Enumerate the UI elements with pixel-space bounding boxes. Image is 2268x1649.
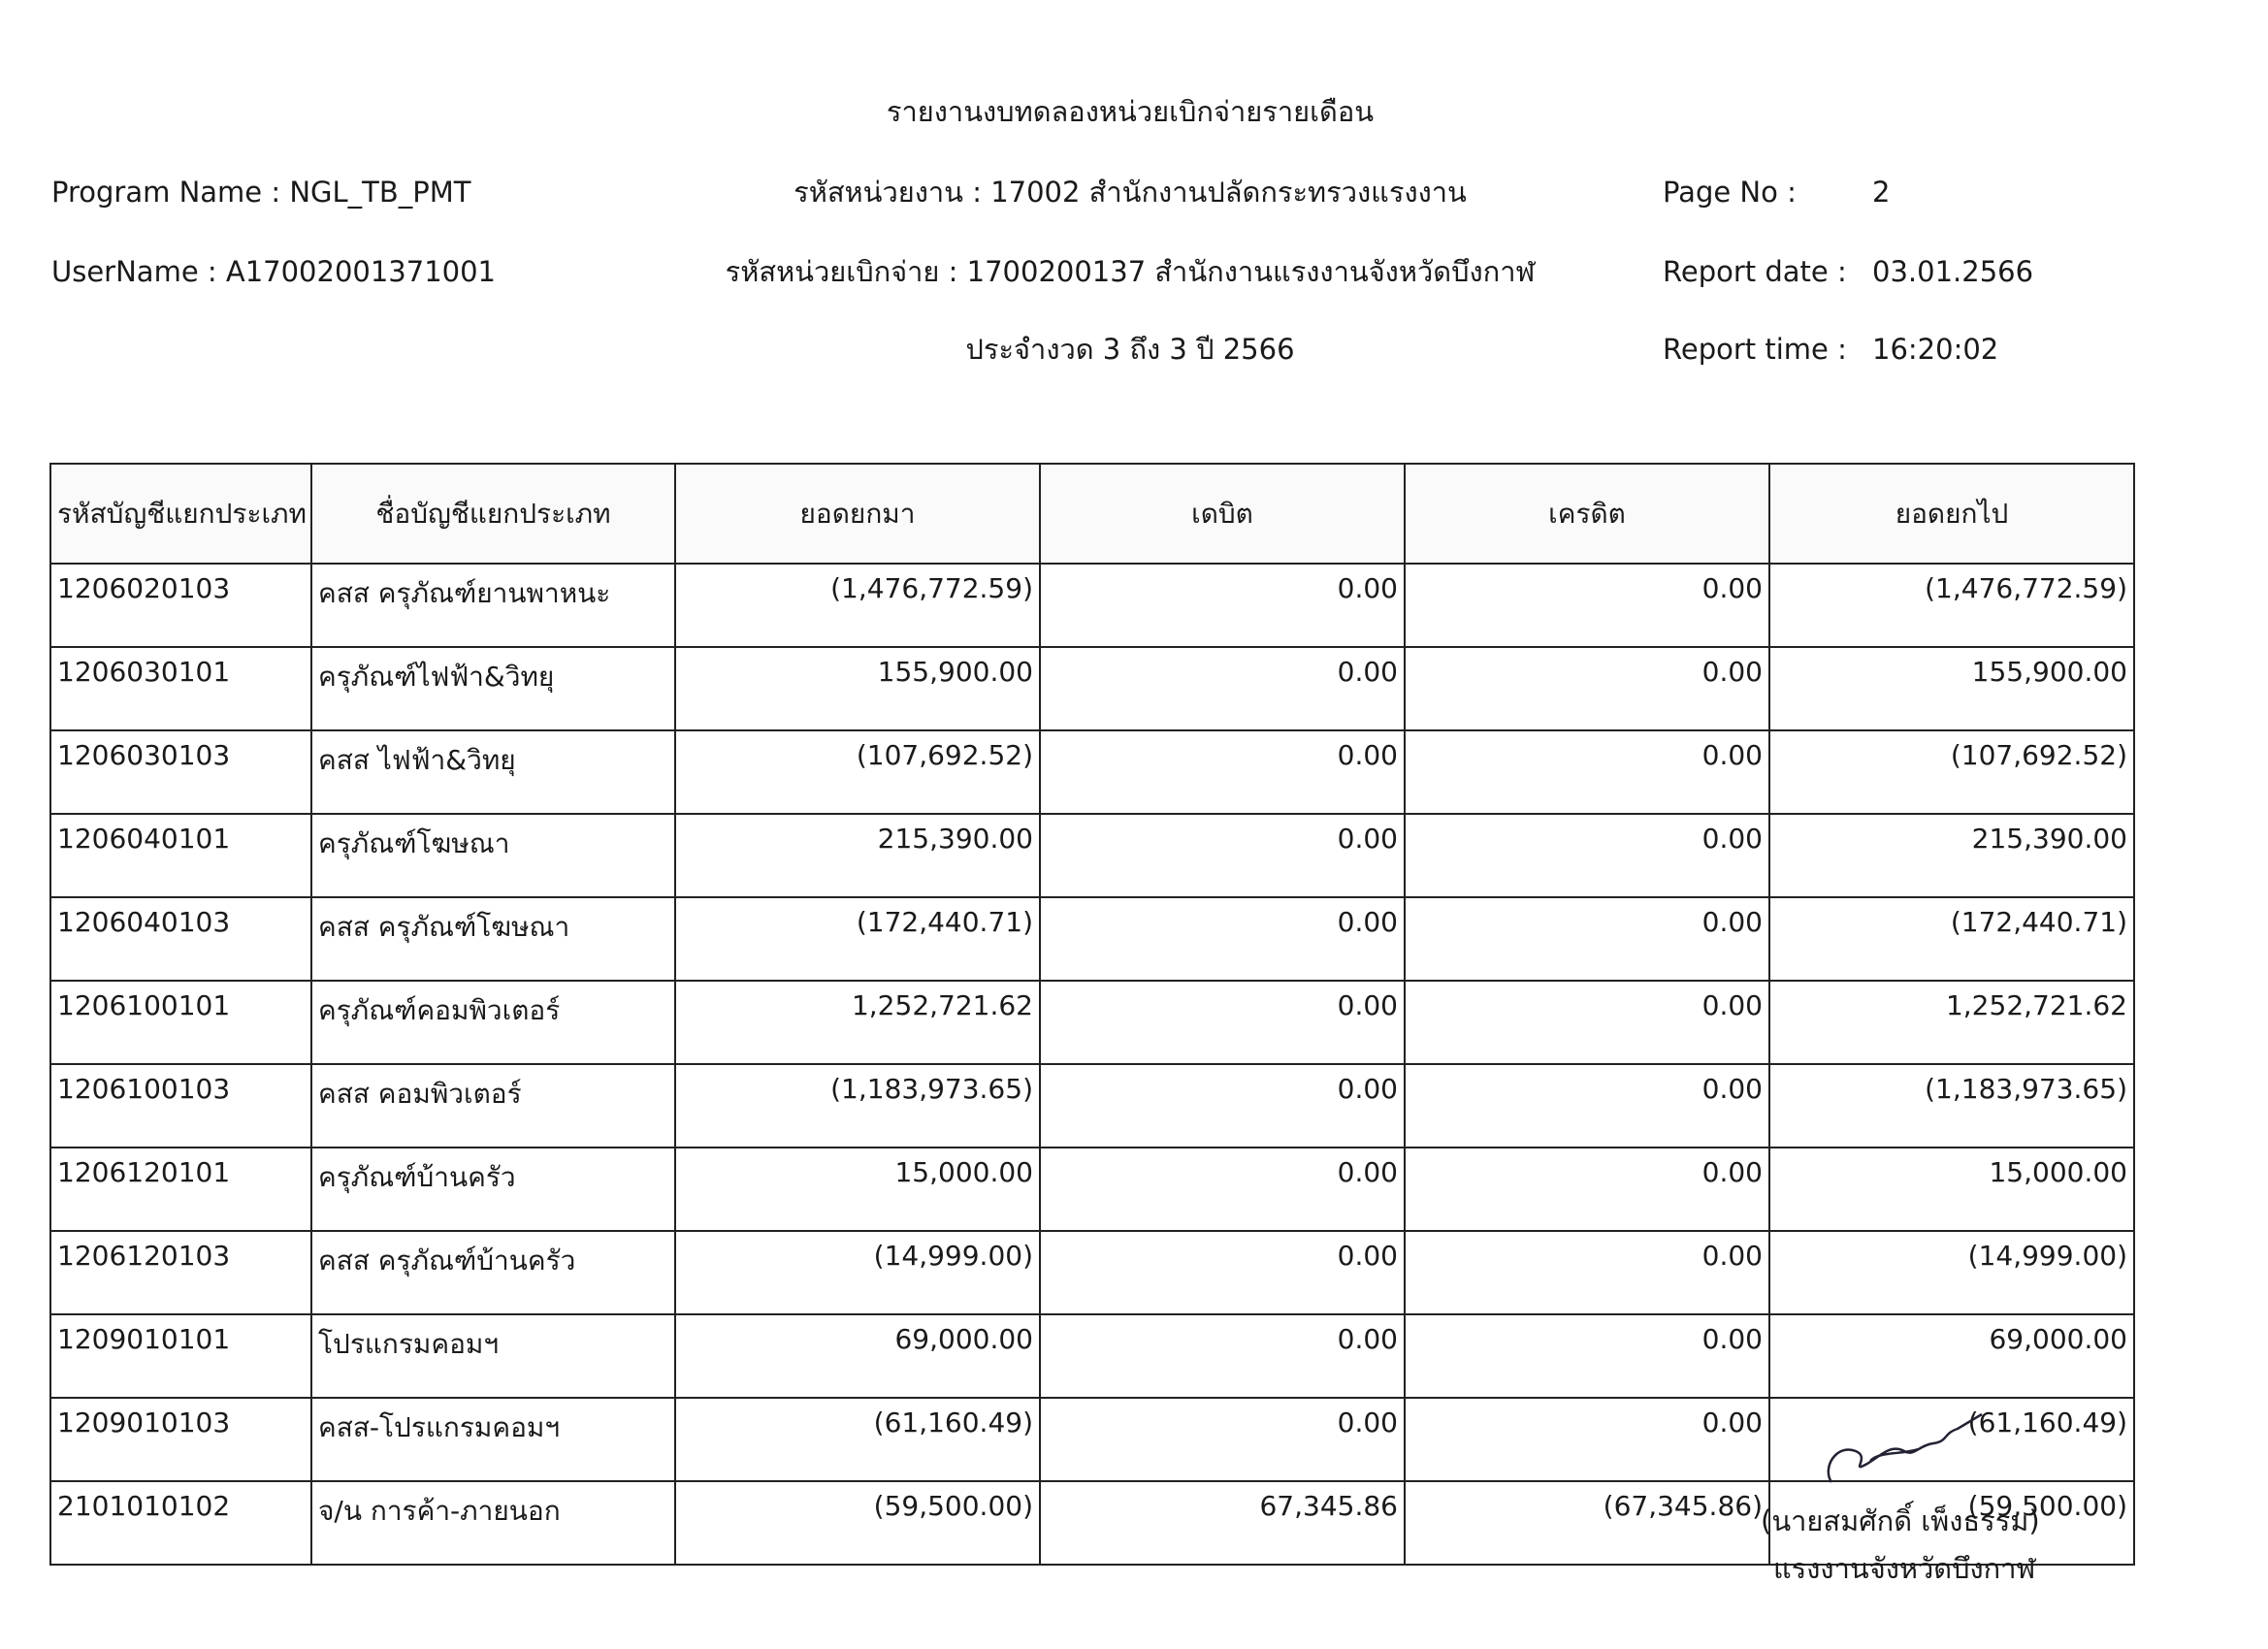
- closing-balance-cell: 1,252,721.62: [1769, 981, 2134, 1064]
- agency-line: รหัสหน่วยงาน : 17002 สำนักงานปลัดกระทรวงแรงงาน: [794, 176, 1467, 209]
- col-header-credit: เครดิต: [1405, 464, 1769, 564]
- account-code-cell: 1206100103: [50, 1064, 311, 1148]
- col-header-opening-balance: ยอดยกมา: [675, 464, 1040, 564]
- opening-balance-cell: (107,692.52): [675, 730, 1040, 814]
- user-name: UserName : A17002001371001: [51, 255, 497, 288]
- account-code-cell: 1206030101: [50, 647, 311, 730]
- account-name-cell: คสส-โปรแกรมคอมฯ: [311, 1398, 675, 1481]
- closing-balance-cell: (59,500.00): [1769, 1481, 2134, 1565]
- table-row: [50, 981, 2134, 1064]
- col-header-debit: เดบิต: [1040, 464, 1405, 564]
- table-row: [50, 814, 2134, 897]
- table-row: [50, 1148, 2134, 1231]
- account-name-cell: คสส ไฟฟ้า&วิทยุ: [311, 730, 675, 814]
- closing-balance-cell: 15,000.00: [1769, 1148, 2134, 1231]
- opening-balance-cell: (172,440.71): [675, 897, 1040, 981]
- account-name-cell: โปรแกรมคอมฯ: [311, 1314, 675, 1398]
- opening-balance-cell: (61,160.49): [675, 1398, 1040, 1481]
- table-row: [50, 1064, 2134, 1148]
- account-name-cell: คสส ครุภัณฑ์บ้านครัว: [311, 1231, 675, 1314]
- opening-balance-cell: 155,900.00: [675, 647, 1040, 730]
- opening-balance-cell: 215,390.00: [675, 814, 1040, 897]
- account-code-cell: 1206040103: [50, 897, 311, 981]
- opening-balance-cell: (14,999.00): [675, 1231, 1040, 1314]
- period-line: ประจำงวด 3 ถึง 3 ปี 2566: [965, 333, 1295, 366]
- credit-cell: 0.00: [1405, 1064, 1769, 1148]
- debit-cell: 0.00: [1040, 814, 1405, 897]
- debit-cell: 0.00: [1040, 897, 1405, 981]
- account-code-cell: 1206020103: [50, 564, 311, 647]
- table-row: [50, 1231, 2134, 1314]
- account-name-cell: คสส คอมพิวเตอร์: [311, 1064, 675, 1148]
- account-name-cell: ครุภัณฑ์คอมพิวเตอร์: [311, 981, 675, 1064]
- debit-cell: 0.00: [1040, 1398, 1405, 1481]
- closing-balance-cell: 155,900.00: [1769, 647, 2134, 730]
- report-time-value: 16:20:02: [1872, 333, 1999, 366]
- account-code-cell: 1206120101: [50, 1148, 311, 1231]
- credit-cell: 0.00: [1405, 897, 1769, 981]
- table-row: [50, 647, 2134, 730]
- credit-cell: (67,345.86): [1405, 1481, 1769, 1565]
- table-header-row: [50, 464, 2134, 564]
- closing-balance-cell: (107,692.52): [1769, 730, 2134, 814]
- account-code-cell: 1206100101: [50, 981, 311, 1064]
- account-code-cell: 1209010103: [50, 1398, 311, 1481]
- account-code-cell: 1209010101: [50, 1314, 311, 1398]
- debit-cell: 0.00: [1040, 730, 1405, 814]
- account-name-cell: คสส ครุภัณฑ์โฆษณา: [311, 897, 675, 981]
- closing-balance-cell: (172,440.71): [1769, 897, 2134, 981]
- table-row: [50, 564, 2134, 647]
- account-name-cell: จ/น การค้า-ภายนอก: [311, 1481, 675, 1565]
- closing-balance-cell: (1,476,772.59): [1769, 564, 2134, 647]
- table-row: [50, 730, 2134, 814]
- debit-cell: 0.00: [1040, 1148, 1405, 1231]
- credit-cell: 0.00: [1405, 981, 1769, 1064]
- account-name-cell: คสส ครุภัณฑ์ยานพาหนะ: [311, 564, 675, 647]
- report-date-value: 03.01.2566: [1872, 255, 2034, 288]
- credit-cell: 0.00: [1405, 564, 1769, 647]
- closing-balance-cell: (61,160.49): [1769, 1398, 2134, 1481]
- debit-cell: 0.00: [1040, 564, 1405, 647]
- signature-scribble: [1812, 1375, 1987, 1492]
- credit-cell: 0.00: [1405, 730, 1769, 814]
- account-code-cell: 2101010102: [50, 1481, 311, 1565]
- report-time-label: Report time :: [1663, 333, 1847, 366]
- col-header-account-code: รหัสบัญชีแยกประเภท: [50, 464, 311, 564]
- credit-cell: 0.00: [1405, 647, 1769, 730]
- disbursing-unit-line: รหัสหน่วยเบิกจ่าย : 1700200137 สำนักงานแรงงานจังหวัดบึงกาฬ: [725, 255, 1536, 288]
- account-name-cell: ครุภัณฑ์โฆษณา: [311, 814, 675, 897]
- closing-balance-cell: (1,183,973.65): [1769, 1064, 2134, 1148]
- closing-balance-cell: (14,999.00): [1769, 1231, 2134, 1314]
- debit-cell: 0.00: [1040, 981, 1405, 1064]
- closing-balance-cell: 69,000.00: [1769, 1314, 2134, 1398]
- program-name: Program Name : NGL_TB_PMT: [51, 176, 471, 209]
- signer-position: แรงงานจังหวัดบึงกาฬ: [1773, 1552, 2036, 1585]
- account-code-cell: 1206030103: [50, 730, 311, 814]
- credit-cell: 0.00: [1405, 1231, 1769, 1314]
- account-code-cell: 1206040101: [50, 814, 311, 897]
- report-title: รายงานงบทดลองหน่วยเบิกจ่ายรายเดือน: [886, 95, 1375, 128]
- account-name-cell: ครุภัณฑ์ไฟฟ้า&วิทยุ: [311, 647, 675, 730]
- opening-balance-cell: (1,476,772.59): [675, 564, 1040, 647]
- opening-balance-cell: (59,500.00): [675, 1481, 1040, 1565]
- signer-name: (นายสมศักดิ์ เพ็งธรรม): [1761, 1504, 2040, 1537]
- col-header-account-name: ชื่อบัญชีแยกประเภท: [311, 464, 675, 564]
- opening-balance-cell: 69,000.00: [675, 1314, 1040, 1398]
- closing-balance-cell: 215,390.00: [1769, 814, 2134, 897]
- col-header-closing-balance: ยอดยกไป: [1769, 464, 2134, 564]
- opening-balance-cell: 15,000.00: [675, 1148, 1040, 1231]
- page-no-label: Page No :: [1663, 176, 1797, 209]
- debit-cell: 0.00: [1040, 1314, 1405, 1398]
- credit-cell: 0.00: [1405, 1398, 1769, 1481]
- opening-balance-cell: 1,252,721.62: [675, 981, 1040, 1064]
- debit-cell: 0.00: [1040, 1231, 1405, 1314]
- opening-balance-cell: (1,183,973.65): [675, 1064, 1040, 1148]
- credit-cell: 0.00: [1405, 1314, 1769, 1398]
- debit-cell: 67,345.86: [1040, 1481, 1405, 1565]
- table-row: [50, 897, 2134, 981]
- account-code-cell: 1206120103: [50, 1231, 311, 1314]
- page-no-value: 2: [1872, 176, 1891, 209]
- report-date-label: Report date :: [1663, 255, 1847, 288]
- credit-cell: 0.00: [1405, 814, 1769, 897]
- credit-cell: 0.00: [1405, 1148, 1769, 1231]
- debit-cell: 0.00: [1040, 1064, 1405, 1148]
- account-name-cell: ครุภัณฑ์บ้านครัว: [311, 1148, 675, 1231]
- debit-cell: 0.00: [1040, 647, 1405, 730]
